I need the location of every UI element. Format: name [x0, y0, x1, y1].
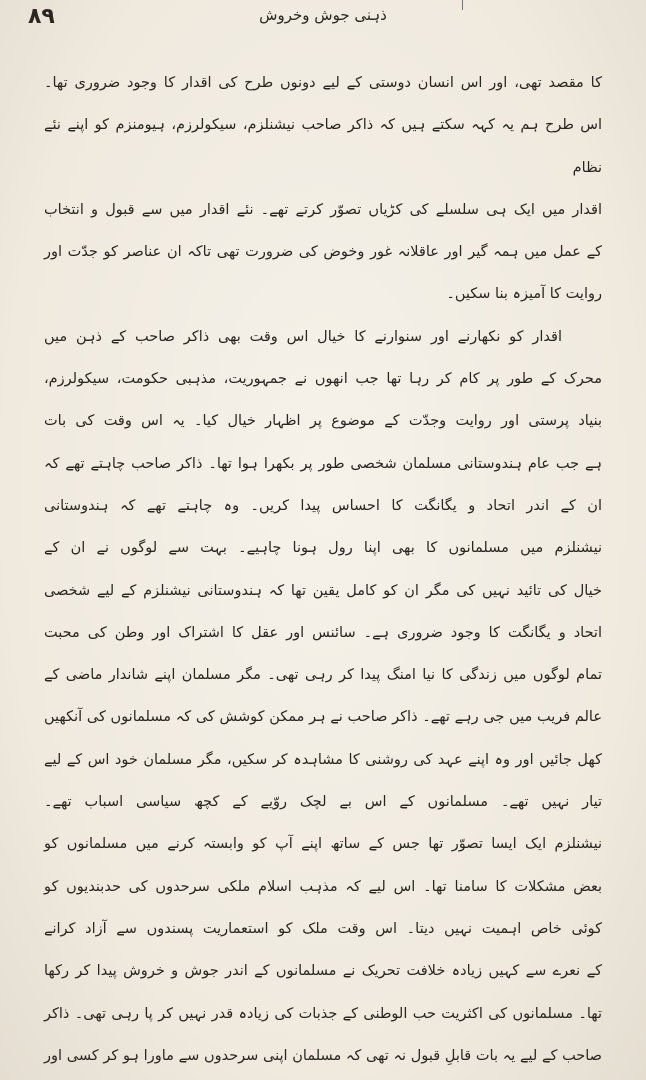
text-line: خیال کی تائید نہیں کی مگر ان کو کامل یقین تھا کہ ہندوستانی نیشنلزم کے لیے شخصی: [44, 582, 602, 599]
text-line-paragraph-start: اقدار کو نکھارنے اور سنوارنے کا خیال اس وقت بھی ذاکر صاحب کے ذہن میں: [44, 328, 562, 345]
text-line: تھا۔ مسلمانوں کی اکثریت حب الوطنی کے جذبات کی زیادہ قدر نہیں کر پا رہی تھی۔ ذاکر: [44, 1005, 602, 1022]
text-line: محرک کے طور پر کام کر رہا تھا جب انھوں نے جمہوریت، مذہبی حکومت، سیکولرزم،: [44, 371, 602, 388]
text-line: اس طرح ہم یہ کہہ سکتے ہیں کہ ذاکر صاحب نیشنلزم، سیکولرزم، ہیومنزم کو اپنے نئے نظام: [44, 117, 602, 176]
text-line: کوئی خاص اہمیت نہیں دیتا۔ اس وقت ملک کو استعماریت پسندوں سے آزاد کرانے: [44, 920, 602, 937]
page-body-text: [44, 62, 602, 1077]
text-line: تیار نہیں تھے۔ مسلمانوں کے اس بے لچک روّیے کے کچھ سیاسی اسباب تھے۔: [44, 794, 602, 811]
text-line: ہے جب عام ہندوستانی مسلمان شخصی طور پر بکھرا ہوا تھا۔ ذاکر صاحب چاہتے تھے کہ: [44, 455, 602, 472]
text-line: بعض مشکلات کا سامنا تھا۔ اس لیے کہ مذہب اسلام ملکی سرحدوں کی حدبندیوں کو: [44, 878, 602, 895]
text-line: کے نعرے سے کہیں زیادہ خلافت تحریک نے مسلمانوں کے اندر جوش و خروش پیدا کر رکھا: [44, 963, 602, 980]
text-line: اقدار میں ایک ہی سلسلے کی کڑیاں تصوّر کرتے تھے۔ نئے اقدار میں سے قبول و انتخاب: [44, 201, 602, 218]
text-line: ان کے اندر اتحاد و یگانگت کا احساس پیدا کریں۔ وہ چاہتے تھے کہ ہندوستانی: [44, 497, 602, 514]
text-line-paragraph-end: روایت کا آمیزہ بنا سکیں۔: [446, 286, 602, 303]
text-line: عالم فریب میں جی رہے تھے۔ ذاکر صاحب نے ہر ممکن کوشش کی کہ مسلمانوں کی آنکھیں: [44, 709, 602, 726]
text-line: نیشنلزم ایک ایسا تصوّر تھا جس کے ساتھ اپنے آپ کو وابستہ کرنے میں مسلمانوں کو: [44, 836, 602, 853]
text-line: کے عمل میں ہمہ گیر اور عاقلانہ غور وخوض کی ضرورت تھی تاکہ ان عناصر کو جدّت اور: [44, 244, 602, 261]
text-line: بنیاد پرستی اور روایت وجدّت کے موضوع پر اظہار خیال کیا۔ یہ اس وقت کی بات: [44, 413, 602, 430]
text-line: نیشنلزم میں مسلمانوں کا بھی اپنا رول ہونا چاہیے۔ بہت سے لوگوں نے ان کے: [44, 540, 602, 557]
text-line: کھل جائیں اور وہ اپنے عہد کی روشنی کا مشاہدہ کر سکیں، مگر مسلمان خود اس کے لیے: [44, 751, 602, 768]
running-title: ذہنی جوش وخروش: [259, 6, 387, 24]
text-line: اتحاد و یگانگت کا وجود ضروری ہے۔ سائنس اور عقل کا اشتراک اور وطن کی محبت: [44, 624, 602, 641]
text-line: کا مقصد تھی، اور اس انسان دوستی کے لیے دونوں طرح کی اقدار کا وجود ضروری تھا۔: [44, 75, 602, 91]
page-number: ٨٩: [28, 4, 55, 29]
text-line: تمام لوگوں میں زندگی کا نیا امنگ پیدا کر رہی تھی۔ مگر مسلمان اپنے شاندار ماضی کے: [44, 667, 602, 684]
text-line: صاحب کے لیے یہ بات قابلِ قبول نہ تھی کہ مسلمان اپنی سرحدوں سے ماورا ہو کر کسی اور: [44, 1047, 602, 1064]
